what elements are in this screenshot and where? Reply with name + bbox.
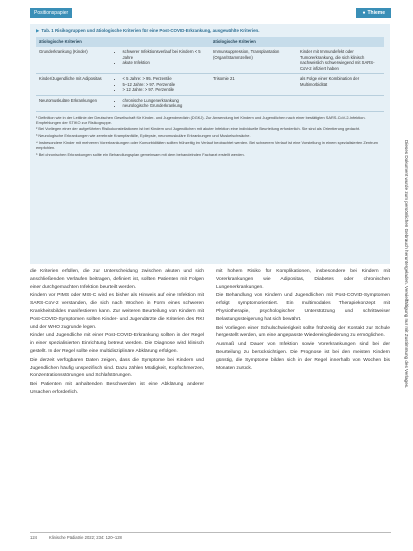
paragraph: Kinder und Jugendliche mit einer Post-COVID-Erkrankung sollten in der Regel in einer spezialisierten Einrichtung betreut werden. Die Diagnose wird klinisch gestellt. In der Regel sollte eine multidisziplinäre Abklärung erfolgen.: [30, 333, 204, 354]
paragraph: Ausmaß und Dauer von Infektion sowie Vorerkrankungen sind bei der Beurteilung zu berücksichtigen. Die Prognose ist bei den meisten Kindern günstig, die Symptome bilden sich in der Regel innerhalb von Wochen bis Monaten zurück.: [216, 342, 390, 371]
side-copyright-note: Dieses Dokument wurde zum persönlichen Gebrauch heruntergeladen. Vervielfältigung nur mit Zustimmung des Verlages.: [404, 140, 409, 389]
table-header-cell: [113, 37, 210, 47]
table-cell: Immunsuppression, Transplantation (Organ/Stammzellen): [210, 47, 297, 74]
table-header-cell: ätiologische Kriterien: [210, 37, 297, 47]
brand-icon: ●: [362, 10, 366, 16]
list-item: • schwerer Infektionsverlauf bei Kindern < 5 Jahre: [123, 49, 207, 60]
table-header-row: [36, 37, 384, 47]
page-footer: [30, 532, 391, 543]
list-item: • chronische Lungenerkrankung: [123, 98, 207, 104]
brand-badge: [356, 8, 391, 18]
paragraph: Die derzeit verfügbaren Daten zeigen, dass die Symptome bei Kindern und Jugendlichen häufig unspezifisch sind. Dazu zählen Müdigkeit, Kopfschmerzen, Konzentrationsstörungen und Schlafstörungen.: [30, 357, 204, 379]
paragraph: Bei Patienten mit anhaltenden Beschwerden ist eine Abklärung anderer Ursachen erforderlich.: [30, 382, 204, 395]
criteria-table: [36, 37, 384, 112]
table-header-cell: ätiologische Kriterien: [36, 37, 113, 47]
caption-arrow-icon: ▶: [36, 28, 40, 33]
page-number: 124: [30, 535, 37, 540]
paragraph: Kindern vor PIMS oder MIS-C wird es bisher als Hinweis auf eine Infektion mit SARS-CoV-2 verstanden, die sich nach Wochen in Form eines schweren Krankheitsbildes manifestieren kann. Zur weiteren Beurteilung von Kindern mit Post-COVID-Symptomen sollten Kinder- und Jugendärzte die Kriterien des RKI und der WHO zugrunde legen.: [30, 293, 204, 330]
table-cell: [297, 95, 384, 111]
list-item: • neurologische Grunderkrankung: [123, 103, 207, 109]
table-cell: Kinder/Jugendliche mit Adipositas: [36, 74, 113, 96]
table-caption: [36, 28, 384, 34]
table-row: [36, 95, 384, 111]
paragraph: Bei Vorliegen einer Schulschwierigkeit sollte frühzeitig der Kontakt zur Schule hergestellt werden, um eine angepasste Wiedereingliederung zu ermöglichen.: [216, 325, 390, 339]
table-row: [36, 47, 384, 74]
footnote: ² Bei Vorliegen einer der aufgeführten Risikokonstellationen ist bei Kindern und Jugendlichen mit akuter Infektion eine individuelle Beurteilung erforderlich. Sie sind als Orientierung gedacht.: [36, 126, 361, 132]
table-cell: Grunderkrankung (Kinder): [36, 47, 113, 74]
body-columns: [30, 268, 390, 530]
table-cell: [113, 47, 210, 74]
list-item: • 5–12 Jahre: > 97. Perzentile: [123, 82, 207, 88]
footnote: ⁵ Bei chronischen Erkrankungen sollte ein Behandlungsplan gemeinsam mit dem behandelnden Facharzt erstellt werden.: [36, 151, 245, 157]
brand-name: Thieme: [367, 10, 385, 16]
table-cell: Neuromuskuläre Erkrankungen: [36, 95, 113, 111]
paragraph: die Kriterien erfüllen, die zur Unterscheidung zwischen akuten und sich anschließenden Verläufen beitragen, definiert ist, sollten Patienten mit Folgen einer durchgemachten Infektion beurteilt werden.: [30, 269, 204, 290]
citation: Klinische Pädiatrie 2022; 234: 120–128: [49, 535, 122, 540]
table-footnotes: [36, 115, 384, 157]
table-header-cell: [297, 37, 384, 47]
section-label: Positionspapier: [30, 8, 72, 18]
list-item: • > 12 Jahre: > 97. Perzentile: [123, 87, 207, 93]
left-column: [30, 268, 204, 530]
table-panel: [30, 24, 390, 264]
paragraph: mit hohem Risiko für Komplikationen, insbesondere bei Kindern mit Vorerkrankungen wie Adipositas, Diabetes oder chronischen Lungenerkrankungen.: [216, 269, 390, 290]
table-cell: [113, 95, 210, 111]
table-cell: [113, 74, 210, 96]
table-caption-text: Tab. 1 Risikogruppen und ätiologische Kriterien für eine Post-COVID-Erkrankung, ausgewählte Kriterien.: [41, 28, 260, 33]
table-cell: Kinder mit Immundefekt oder Tumorerkrankung, die sich klinisch nachweislich schwerwiegend mit SARS-CoV-2 infiziert haben: [297, 47, 384, 74]
right-column: [216, 268, 390, 530]
table-row: [36, 74, 384, 96]
footnote: ⁴ Insbesondere Kinder mit mehreren Vorerkrankungen oder Komorbiditäten sollten frühzeitig im Verlauf beobachtet werden. Bei schwerem Verlauf ist eine Vorstellung in einem spezialisierten Zentrum empfohlen.: [36, 139, 378, 151]
table-cell: als Folge einer Kombination der Multimorbidität: [297, 74, 384, 96]
table-cell: Trisomie 21: [210, 74, 297, 96]
paragraph: Die Behandlung von Kindern und Jugendlichen mit Post-COVID-Symptomen erfolgt symptomorientiert. Ein multimodales Therapiekonzept mit Physiotherapie, psychologischer Unterstützung und schrittweiser Belastungssteigerung hat sich bewährt.: [216, 293, 390, 322]
table-cell: [210, 95, 297, 111]
footnote: ³ Neurologische Erkrankungen wie zerebrale Krampfanfälle, Epilepsie, neuromuskuläre Erkrankungen und Muskelschwäche.: [36, 133, 251, 139]
list-item: • < 5 Jahre: > 95. Perzentile: [123, 76, 207, 82]
list-item: • akute Infektion: [123, 60, 207, 66]
footnote: ¹ Definition wie in der Leitlinie der Deutschen Gesellschaft für Kinder- und Jugendmedizin (DGKJ). Zur Anwendung bei Kindern und Jugendlichen nach einer bestätigten SARS-CoV-2-Infektion. Empfehlungen der STIKO zur Risikogruppe.: [36, 114, 366, 125]
